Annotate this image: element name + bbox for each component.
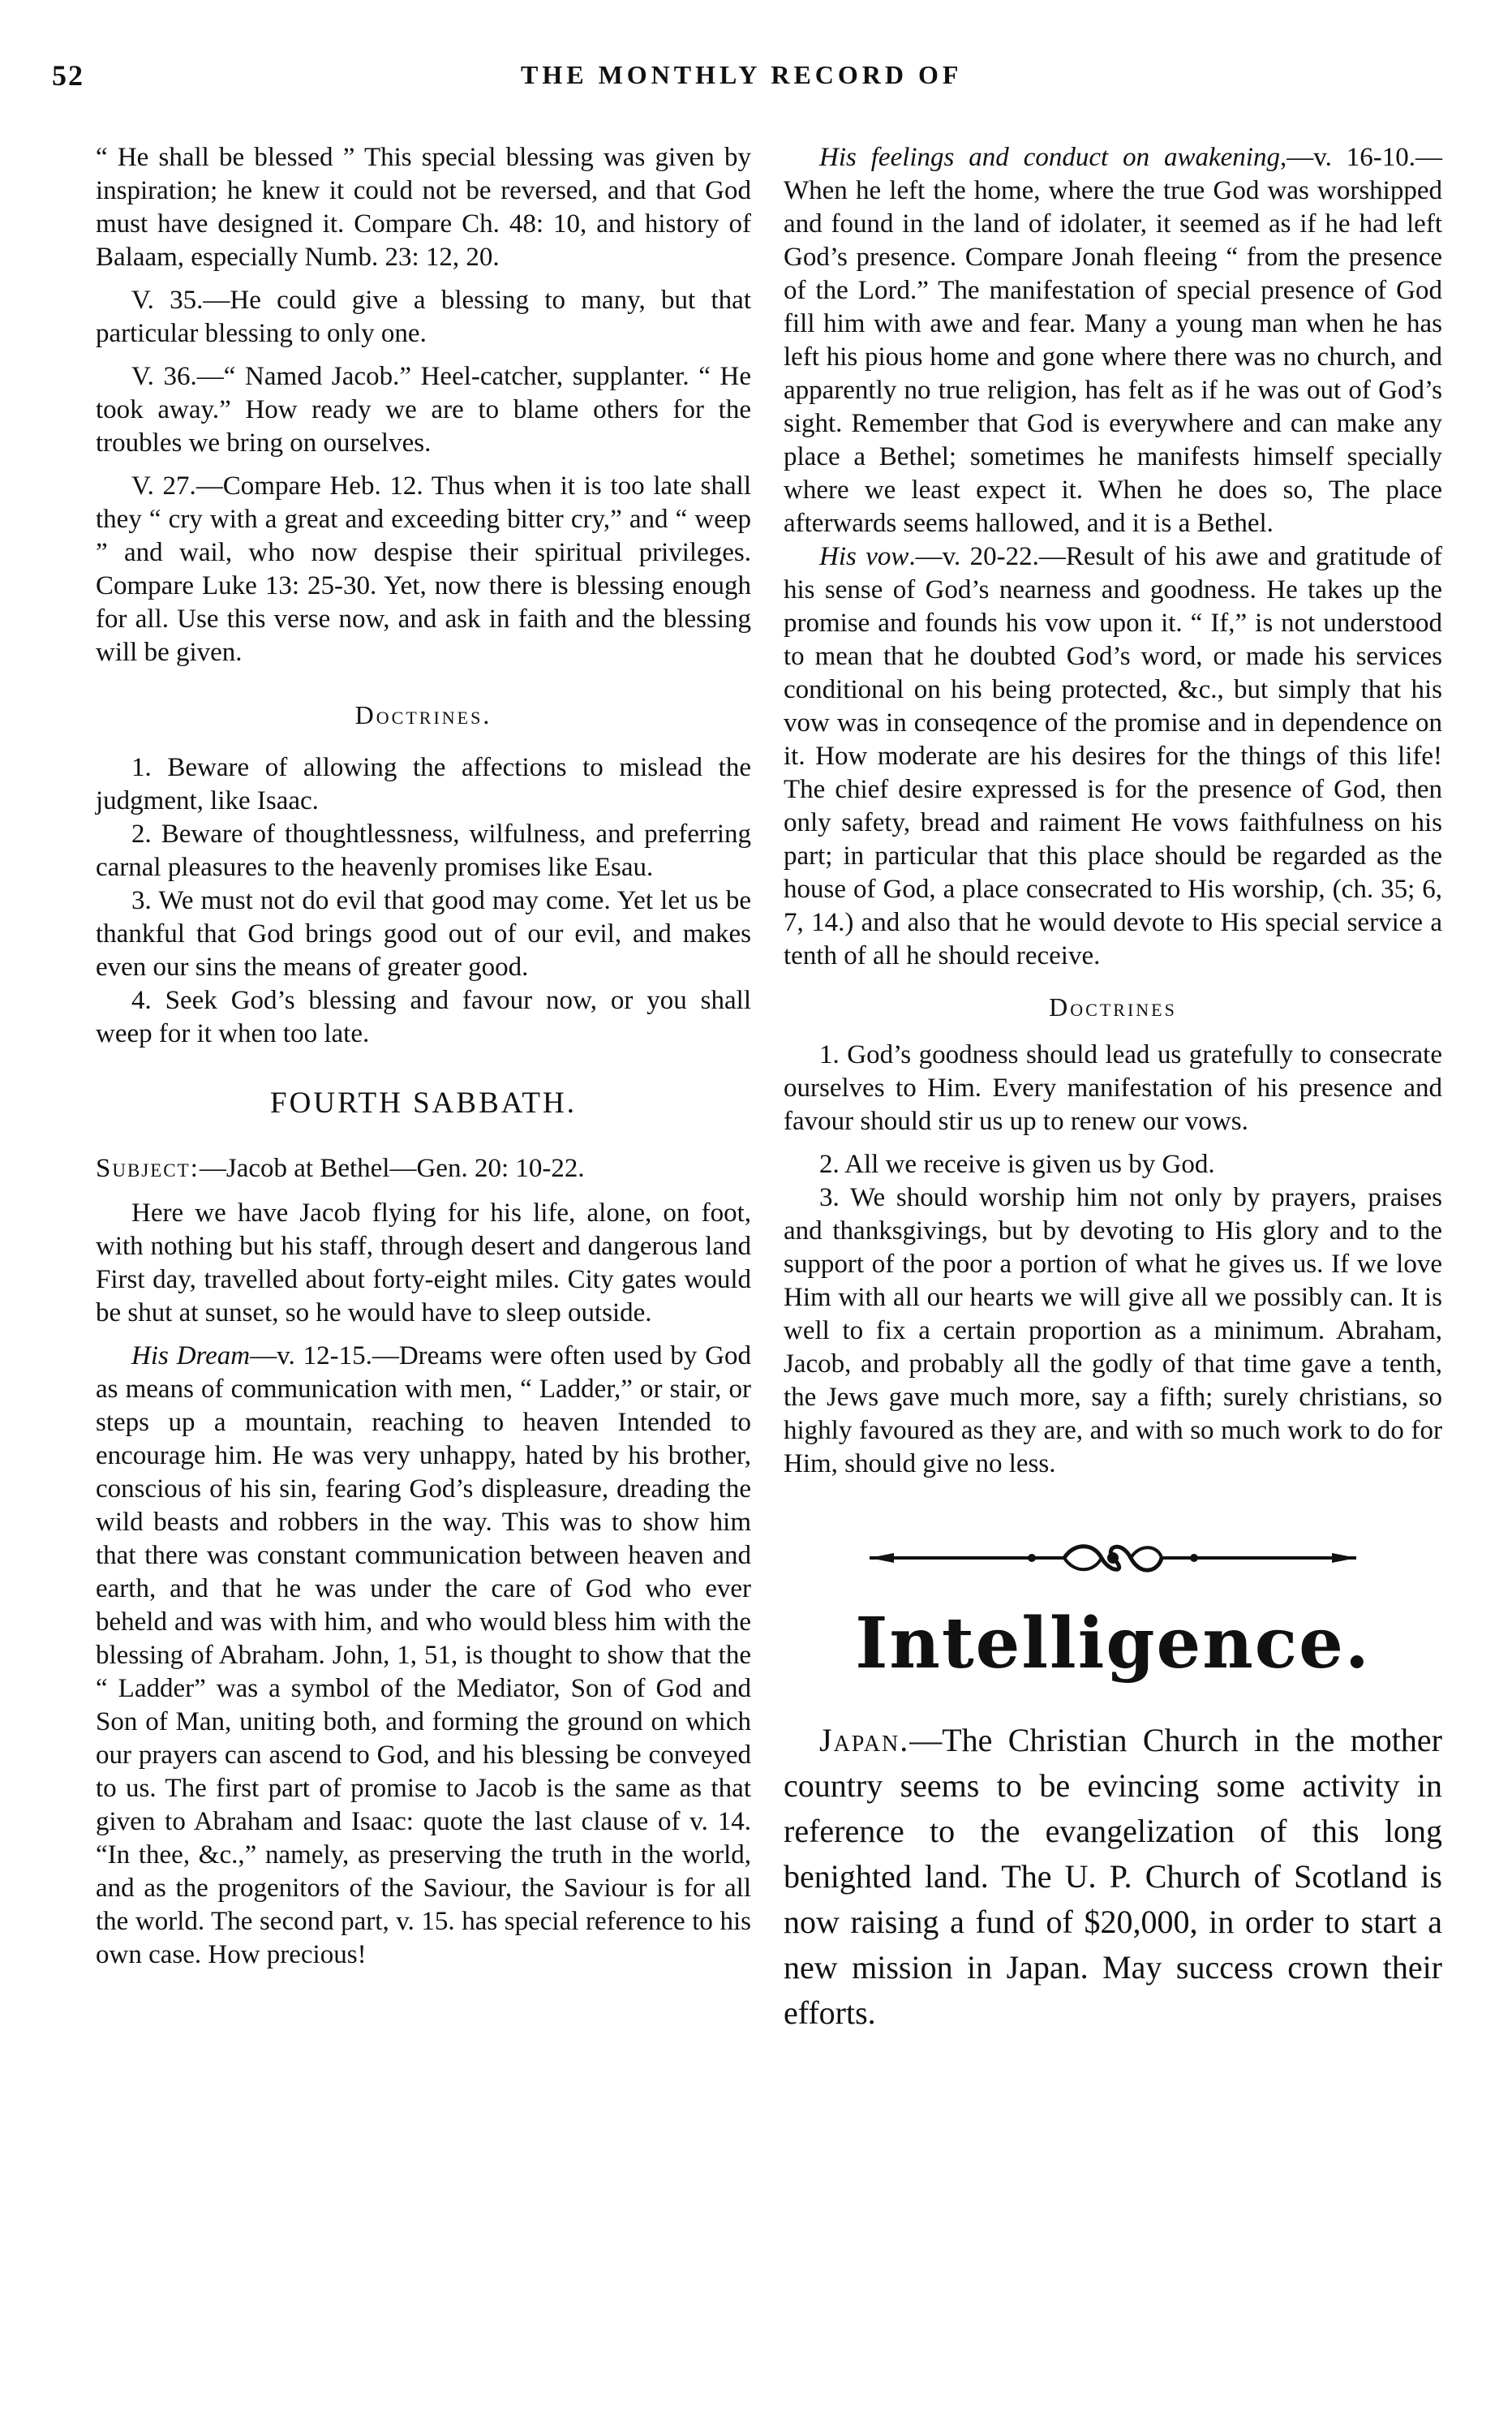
doctrine-item: 2. Beware of thoughtlessness, wilfulness, and preferring carnal pleasures to the heavenly promises like Esau. <box>96 820 751 882</box>
dream-label: His Dream <box>131 1341 251 1370</box>
japan-label: Japan. <box>819 1722 910 1758</box>
doctrine-item: 1. God’s goodness should lead us gratefully to consecrate ourselves to Him. Every manifestation of his presence and favour should stir us up to renew our vows. <box>784 1040 1442 1136</box>
dream-text: —v. 12-15.—Dreams were often used by God as means of communication with men, “ Ladder,” or stair, or steps up a mountain, reaching to heaven Intended to encourage him. He was very unhappy, hated by his brother, conscious of his sin, fearing God’s displeasure, dreading the wild beasts and robbers in the way. This was to show him that there was constant communication between heaven and earth, and that he was under the care of God who ever beheld and was with him, and who would bless him with the blessing of Abraham. John, 1, 51, is thought to show that the “ Ladder” was a symbol of the Mediator, Son of God and Son of Man, uniting both, and forming the ground on which our prayers can ascend to God, and his blessing be conveyed to us. The first part of promise to Jacob is the same as that given to Abraham and Isaac: quote the last clause of v. 14. “In thee, &c.,” namely, as preserving the truth in the world, and as the progenitors of the Saviour, the Saviour is for all the world. The second part, v. 15. has special reference to his own case. How precious! <box>96 1341 751 1969</box>
page-number: 52 <box>52 59 84 92</box>
ornament-divider-icon <box>861 1530 1364 1586</box>
subject-line <box>96 1152 751 1185</box>
paragraph: V. 36.—“ Named Jacob.” Heel-catcher, supplanter. “ He took away.” How ready we are to blame others for the troubles we bring on ourselves. <box>96 362 751 458</box>
paragraph: V. 35.—He could give a blessing to many, but that particular blessing to only one. <box>96 286 751 348</box>
paragraph <box>96 1340 751 1972</box>
vow-text: .—v. 20-22.—Result of his awe and gratitude of his sense of God’s nearness and goodness. He takes up the promise and founds his vow upon it. “ If,” is not understood to mean that he doubted God’s word, or made his services conditional on his being protected, &c., but simply that his vow was in conseqence of the promise and in dependence on it. How moderate are his desires for the things of this life! The chief desire expressed is for the presence of God, then only safety, bread and raiment He vows faithfulness on his part; in particular that this place should be regarded as the house of God, a place consecrated to His worship, (ch. 35; 6, 7, 14.) and also that he would devote to His special service a tenth of all he should receive. <box>784 542 1443 970</box>
doctrine-item: 3. We should worship him not only by prayers, praises and thanksgivings, but by devoting to His glory and to the support of the poor a portion of what he gives us. If we love Him with all our hearts we will give all we possibly can. It is well to fix a certain proportion as a minimum. Abraham, Jacob, and probably all the godly of that time gave a tenth, the Jews gave much more, say a fifth; surely christians, so highly favoured as they are, and with so much work to do for Him, should give no less. <box>784 1183 1442 1478</box>
paragraph <box>784 540 1442 973</box>
left-column <box>96 141 751 1972</box>
paragraph <box>784 141 1442 540</box>
doctrine-item: 4. Seek God’s blessing and favour now, or you shall weep for it when too late. <box>96 986 751 1048</box>
section-heading: FOURTH SABBATH. <box>270 1086 577 1120</box>
paragraph: V. 27.—Compare Heb. 12. Thus when it is too late shall they “ cry with a great and exceeding bitter cry,” and “ weep ” and wail, who now despise their spiritual privileges. Compare Luke 13: 25-30. Yet, now there is blessing enough for all. Use this verse now, and ask in faith and the blessing will be given. <box>96 471 751 667</box>
vow-label: His vow <box>819 542 909 571</box>
subject-text: —Jacob at Bethel—Gen. 20: 10-22. <box>199 1154 585 1183</box>
doctrine-item: 3. We must not do evil that good may come. Yet let us be thankful that God brings good out of our evil, and makes even our sins the means of greater good. <box>96 886 751 982</box>
japan-text: —The Christian Church in the mother country seems to be evincing some activity in reference to the evangelization of this long benighted land. The U. P. Church of Scotland is now raising a fund of $20,000, in order to start a new mission in Japan. May success crown their efforts. <box>784 1722 1442 2031</box>
paragraph <box>784 1718 1442 2036</box>
doctrines-heading: Doctrines. <box>354 700 492 729</box>
feelings-text: ,—v. 16-10.—When he left the home, where the true God was worshipped and found in the land of idolater, it seemed as if he had left God’s presence. Compare Jonah fleeing “ from the presence of the Lord.” The manifestation of special presence of God fill him with awe and fear. Many a young man when he has left his pious home and gone where there was no church, and apparently no true religion, has felt as if he was out of God’s sight. Remember that God is everywhere and can make any place a Bethel; sometimes he manifests himself specially where we least expect it. When he does so, The place afterwards seems hallowed, and it is a Bethel. <box>784 143 1442 538</box>
right-column <box>784 141 1442 2036</box>
subject-label: Subject: <box>96 1154 200 1183</box>
paragraph: “ He shall be blessed ” This special blessing was given by inspiration; he knew it could not be reversed, and that God must have designed it. Compare Ch. 48: 10, and history of Balaam, especially Numb. 23: 12, 20. <box>96 143 751 272</box>
doctrine-item: 1. Beware of allowing the affections to mislead the judgment, like Isaac. <box>96 753 751 815</box>
doctrine-item: 2. All we receive is given us by God. <box>819 1150 1215 1179</box>
intelligence-heading: Intelligence. <box>855 1603 1371 1684</box>
running-title: THE MONTHLY RECORD OF <box>521 60 963 89</box>
feelings-label: His feelings and conduct on awakening <box>819 143 1280 172</box>
doctrines-heading: Doctrines <box>1049 992 1177 1022</box>
paragraph: Here we have Jacob flying for his life, alone, on foot, with nothing but his staff, through desert and dangerous land First day, travelled about forty-eight miles. City gates would be shut at sunset, so he would have to sleep outside. <box>96 1198 751 1327</box>
